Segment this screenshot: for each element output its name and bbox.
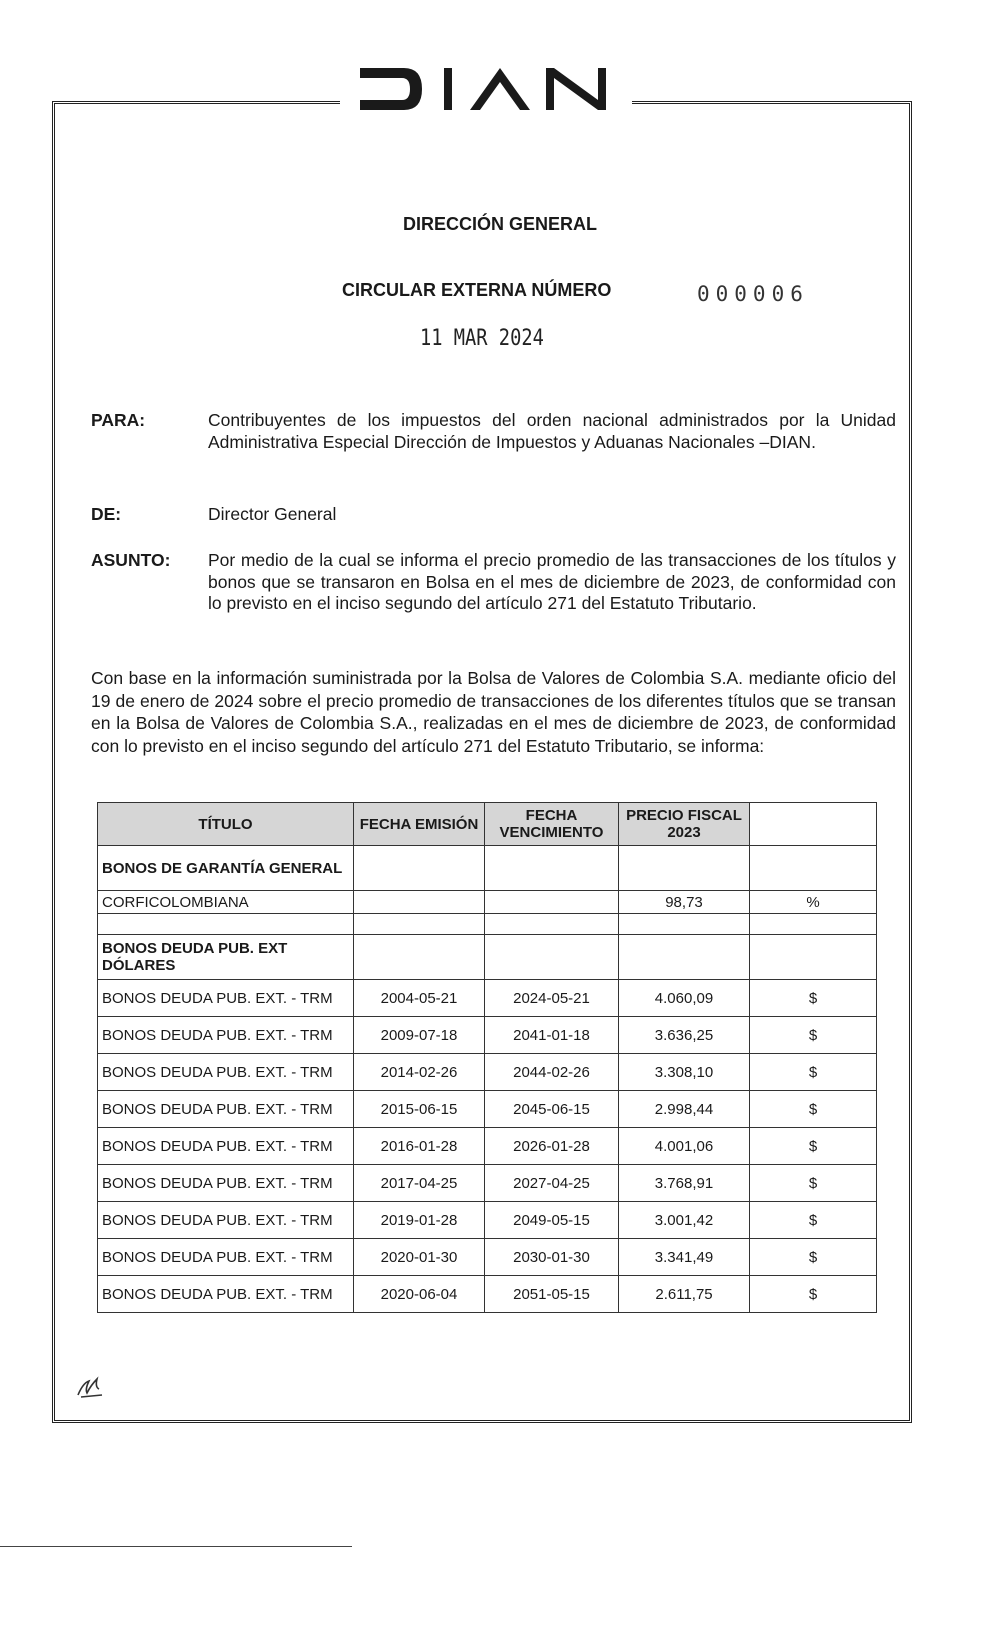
table-row — [98, 1165, 877, 1202]
cell-fecha-emision — [354, 891, 485, 914]
cell-titulo — [98, 914, 354, 935]
cell-fecha-vencimiento: 2044-02-26 — [485, 1054, 619, 1091]
cell-unit — [750, 935, 877, 980]
initials-mark — [75, 1375, 105, 1399]
cell-precio: 3.001,42 — [619, 1202, 750, 1239]
table-row — [98, 914, 877, 935]
cell-unit: $ — [750, 980, 877, 1017]
cell-fecha-vencimiento: 2045-06-15 — [485, 1091, 619, 1128]
cell-fecha-emision: 2015-06-15 — [354, 1091, 485, 1128]
cell-unit: $ — [750, 1276, 877, 1313]
table-row — [98, 1239, 877, 1276]
cell-fecha-vencimiento — [485, 935, 619, 980]
cell-titulo: BONOS DEUDA PUB. EXT DÓLARES — [98, 935, 354, 980]
cell-precio: 2.998,44 — [619, 1091, 750, 1128]
cell-unit — [750, 846, 877, 891]
cell-fecha-vencimiento — [485, 846, 619, 891]
cell-precio: 3.636,25 — [619, 1017, 750, 1054]
asunto-text: Por medio de la cual se informa el precio promedio de las transacciones de los títulos y bonos que se transaron en Bolsa en el mes de diciembre de 2023, de conformidad con lo previsto en el inciso segundo del artículo 271 del Estatuto Tributario. — [208, 550, 896, 613]
direccion-heading: DIRECCIÓN GENERAL — [402, 214, 597, 234]
cell-titulo: BONOS DEUDA PUB. EXT. - TRM — [98, 980, 354, 1017]
cell-titulo: BONOS DEUDA PUB. EXT. - TRM — [98, 1128, 354, 1165]
cell-precio — [619, 935, 750, 980]
cell-fecha-vencimiento — [485, 914, 619, 935]
cell-precio: 3.308,10 — [619, 1054, 750, 1091]
cell-fecha-vencimiento: 2049-05-15 — [485, 1202, 619, 1239]
cell-precio — [619, 914, 750, 935]
cell-unit: $ — [750, 1128, 877, 1165]
cell-fecha-emision: 2009-07-18 — [354, 1017, 485, 1054]
cell-fecha-emision: 2019-01-28 — [354, 1202, 485, 1239]
cell-titulo: BONOS DEUDA PUB. EXT. - TRM — [98, 1276, 354, 1313]
col-header-unit — [750, 803, 877, 846]
col-header-fecha-emision: FECHA EMISIÓN — [354, 803, 485, 846]
cell-fecha-emision — [354, 935, 485, 980]
cell-titulo: BONOS DEUDA PUB. EXT. - TRM — [98, 1202, 354, 1239]
cell-fecha-vencimiento: 2041-01-18 — [485, 1017, 619, 1054]
cell-titulo: BONOS DEUDA PUB. EXT. - TRM — [98, 1239, 354, 1276]
table-row — [98, 846, 877, 891]
cell-unit: $ — [750, 1054, 877, 1091]
date-stamp: 11 MAR 2024 — [420, 326, 544, 351]
cell-fecha-vencimiento: 2026-01-28 — [485, 1128, 619, 1165]
body-paragraph: Con base en la información suministrada por la Bolsa de Valores de Colombia S.A. mediante oficio del 19 de enero de 2024 sobre el precio promedio de transacciones de los diferentes títulos que se transan en la Bolsa de Valores de Colombia S.A., realizadas en el mes de diciembre de 2023, de conformidad con lo previsto en el inciso segundo del artículo 271 del Estatuto Tributario, se informa: — [91, 668, 896, 756]
price-table — [97, 802, 877, 1313]
para-label: PARA: — [91, 410, 146, 430]
table-row — [98, 1202, 877, 1239]
cell-titulo: BONOS DEUDA PUB. EXT. - TRM — [98, 1017, 354, 1054]
cell-precio: 4.060,09 — [619, 980, 750, 1017]
cell-fecha-emision — [354, 846, 485, 891]
table-header-row — [98, 803, 877, 846]
cell-fecha-emision — [354, 914, 485, 935]
cell-precio: 98,73 — [619, 891, 750, 914]
cell-fecha-emision: 2004-05-21 — [354, 980, 485, 1017]
cell-fecha-vencimiento: 2030-01-30 — [485, 1239, 619, 1276]
col-header-precio-fiscal: PRECIO FISCAL 2023 — [619, 803, 750, 846]
cell-fecha-emision: 2017-04-25 — [354, 1165, 485, 1202]
table-row — [98, 1054, 877, 1091]
cell-fecha-vencimiento — [485, 891, 619, 914]
cell-fecha-vencimiento: 2051-05-15 — [485, 1276, 619, 1313]
cell-precio — [619, 846, 750, 891]
asunto-label: ASUNTO: — [91, 550, 171, 570]
cell-precio: 4.001,06 — [619, 1128, 750, 1165]
cell-unit: $ — [750, 1017, 877, 1054]
table-row — [98, 980, 877, 1017]
cell-fecha-emision: 2014-02-26 — [354, 1054, 485, 1091]
col-header-titulo: TÍTULO — [98, 803, 354, 846]
cell-unit: $ — [750, 1091, 877, 1128]
cell-titulo: BONOS DE GARANTÍA GENERAL — [98, 846, 354, 891]
cell-titulo: BONOS DEUDA PUB. EXT. - TRM — [98, 1091, 354, 1128]
para-text: Contribuyentes de los impuestos del orden nacional administrados por la Unidad Administrativa Especial Dirección de Impuestos y Aduanas Nacionales –DIAN. — [208, 410, 896, 452]
circular-number: 000006 — [697, 282, 809, 306]
cell-fecha-emision: 2020-06-04 — [354, 1276, 485, 1313]
cell-precio: 2.611,75 — [619, 1276, 750, 1313]
cell-fecha-emision: 2016-01-28 — [354, 1128, 485, 1165]
de-label: DE: — [91, 504, 122, 524]
cell-unit: $ — [750, 1165, 877, 1202]
col-header-fecha-vencimiento: FECHA VENCIMIENTO — [485, 803, 619, 846]
cell-unit: $ — [750, 1202, 877, 1239]
cell-precio: 3.768,91 — [619, 1165, 750, 1202]
dian-logo — [358, 62, 620, 116]
cell-precio: 3.341,49 — [619, 1239, 750, 1276]
cell-fecha-emision: 2020-01-30 — [354, 1239, 485, 1276]
cell-fecha-vencimiento: 2027-04-25 — [485, 1165, 619, 1202]
table-row — [98, 935, 877, 980]
table-row — [98, 1276, 877, 1313]
table-row — [98, 1091, 877, 1128]
cell-fecha-vencimiento: 2024-05-21 — [485, 980, 619, 1017]
table-row — [98, 1017, 877, 1054]
table-row — [98, 1128, 877, 1165]
cell-unit: % — [750, 891, 877, 914]
cell-unit: $ — [750, 1239, 877, 1276]
cell-titulo: CORFICOLOMBIANA — [98, 891, 354, 914]
cell-titulo: BONOS DEUDA PUB. EXT. - TRM — [98, 1165, 354, 1202]
de-text: Director General — [208, 504, 337, 524]
bottom-rule — [0, 1546, 352, 1547]
table-row — [98, 891, 877, 914]
cell-unit — [750, 914, 877, 935]
circular-label: CIRCULAR EXTERNA NÚMERO — [342, 280, 612, 300]
cell-titulo: BONOS DEUDA PUB. EXT. - TRM — [98, 1054, 354, 1091]
